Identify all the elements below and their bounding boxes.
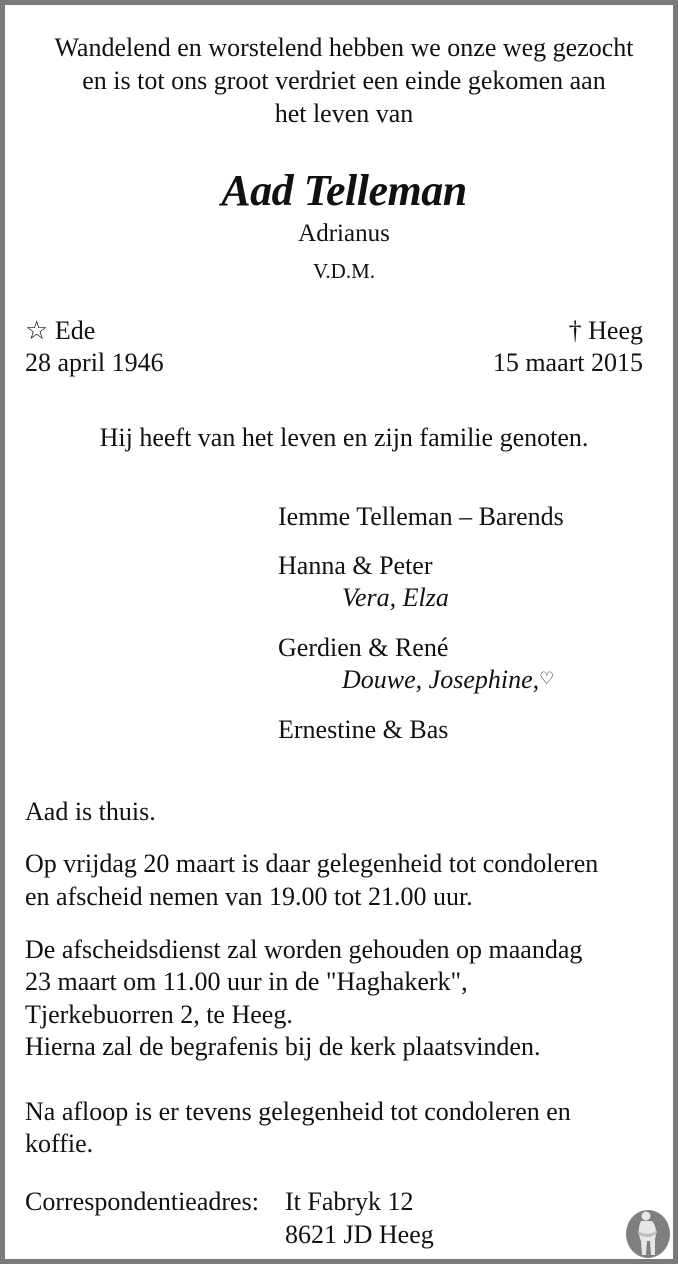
- death-place: Heeg: [588, 316, 643, 345]
- notice-home: Aad is thuis.: [25, 797, 156, 826]
- deceased-title: V.D.M.: [312, 259, 376, 283]
- deceased-name: Aad Telleman: [221, 166, 467, 215]
- heart-icon: ♡: [539, 669, 555, 688]
- quote: Hij heeft van het leven en zijn familie genoten.: [99, 423, 589, 452]
- notice-service-line-4: Hierna zal de begrafenis bij de kerk plaatsvinden.: [25, 1032, 541, 1061]
- death-date: 15 maart 2015: [492, 348, 643, 377]
- notice-condolence-line-2: en afscheid nemen van 19.00 tot 21.00 uur.: [25, 882, 473, 911]
- family-child-1: Hanna & Peter: [278, 551, 433, 580]
- notice-service-line-2: 23 maart om 11.00 uur in de "Haghakerk",: [25, 967, 468, 996]
- family-child-3: Ernestine & Bas: [278, 715, 449, 744]
- birth-place-line: [25, 316, 95, 346]
- birth-place: Ede: [54, 316, 96, 345]
- star-icon: ☆: [25, 316, 49, 345]
- correspondence-street: It Fabryk 12: [285, 1187, 414, 1216]
- death-place-line: [569, 316, 643, 346]
- family-grandchildren-2: Douwe, Josephine,: [342, 665, 540, 694]
- notice-service-line-1: De afscheidsdienst zal worden gehouden op maandag: [25, 935, 583, 964]
- intro-line-2: en is tot ons groot verdriet een einde gekomen aan: [82, 66, 606, 95]
- family-grandchildren-1: Vera, Elza: [342, 583, 449, 612]
- birth-date: 28 april 1946: [25, 348, 164, 377]
- embracing-figures-logo-icon: [624, 1209, 672, 1259]
- notice-after-line-2: koffie.: [25, 1129, 94, 1158]
- correspondence-label: Correspondentieadres:: [25, 1187, 259, 1216]
- correspondence-city: 8621 JD Heeg: [285, 1220, 434, 1249]
- intro-line-1: Wandelend en worstelend hebben we onze weg gezocht: [54, 33, 634, 62]
- dagger-icon: †: [568, 316, 582, 345]
- intro-line-3: het leven van: [274, 99, 414, 128]
- notice-after-line-1: Na afloop is er tevens gelegenheid tot condoleren en: [25, 1097, 571, 1126]
- family-grandchildren-2-line: [342, 665, 554, 695]
- deceased-given-name: Adrianus: [298, 220, 390, 247]
- family-spouse: Iemme Telleman – Barends: [278, 502, 564, 531]
- notice-service-line-3: Tjerkebuorren 2, te Heeg.: [25, 1000, 293, 1029]
- notice-condolence-line-1: Op vrijdag 20 maart is daar gelegenheid tot condoleren: [25, 849, 599, 878]
- family-child-2: Gerdien & René: [278, 633, 449, 662]
